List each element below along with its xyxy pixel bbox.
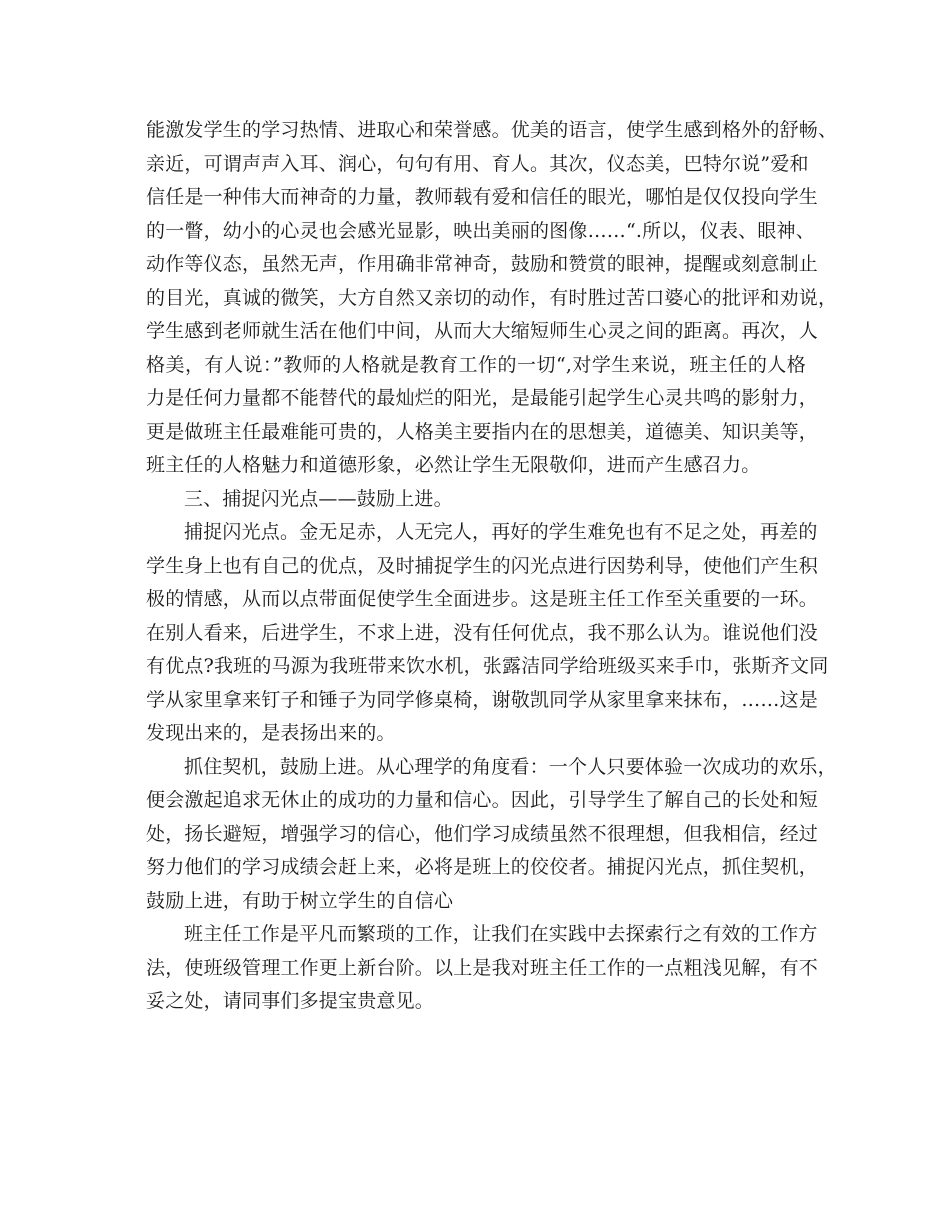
text-line: 极的情感，从而以点带面促使学生全面进步。这是班主任工作至关重要的一环。 <box>146 588 819 610</box>
text-line: 亲近，可谓声声入耳、润心，句句有用、育人。其次，仪态美，巴特尔说”爱和 <box>146 152 809 175</box>
text-line: 学生身上也有自己的优点，及时捕捉学生的闪光点进行因势利导，使他们产生积 <box>146 554 819 577</box>
text-line: 便会激起追求无休止的成功的力量和信心。因此，引导学生了解自己的长处和短 <box>146 789 819 811</box>
paragraph-4 <box>146 751 837 919</box>
text-line: 学生感到老师就生活在他们中间，从而大大缩短师生心灵之间的距离。再次，人 <box>146 320 819 342</box>
paragraph-5 <box>146 918 819 1019</box>
text-line: 鼓励上进，有助于树立学生的自信心 <box>146 889 454 912</box>
paragraph-1 <box>146 114 838 483</box>
text-line: 学从家里拿来钉子和锤子为同学修桌椅，谢敬凯同学从家里拿来抹布，……这是 <box>146 688 819 711</box>
heading-line: 三、捕捉闪光点——鼓励上进。 <box>184 487 453 510</box>
section-heading <box>146 483 806 517</box>
text-line: 力是任何力量都不能替代的最灿烂的阳光，是最能引起学生心灵共鸣的影射力， <box>146 387 819 409</box>
paragraph-3 <box>146 516 829 751</box>
text-line: 能激发学生的学习热情、进取心和荣誉感。优美的语言，使学生感到格外的舒畅、 <box>146 119 838 141</box>
text-line: 动作等仪态，虽然无声，作用确非常神奇，鼓励和赞赏的眼神，提醒或刻意制止 <box>146 253 819 275</box>
text-line: 在别人看来，后进学生，不求上进，没有任何优点，我不那么认为。谁说他们没 <box>146 621 819 644</box>
document-body <box>146 114 838 1019</box>
text-line: 信任是一种伟大而神奇的力量，教师载有爱和信任的眼光，哪怕是仅仅投向学生 <box>146 186 819 208</box>
text-line: 法，使班级管理工作更上新台阶。以上是我对班主任工作的一点粗浅见解，有不 <box>146 956 819 979</box>
text-line: 捕捉闪光点。金无足赤，人无完人，再好的学生难免也有不足之处，再差的 <box>184 521 818 543</box>
text-line: 班主任的人格魅力和道德形象，必然让学生无限敬仰，进而产生感召力。 <box>146 454 761 476</box>
text-line: 努力他们的学习成绩会赶上来，必将是班上的佼佼者。捕捉闪光点，抓住契机， <box>146 856 819 878</box>
text-line: 的目光，真诚的微笑，大方自然又亲切的动作，有时胜过苦口婆心的批评和劝说， <box>146 286 838 309</box>
text-line: 格美，有人说：”教师的人格就是教育工作的一切“,对学生来说，班主任的人格 <box>146 353 806 376</box>
text-line: 的一瞥，幼小的心灵也会感光显影，映出美丽的图像……“.所以，仪表、眼神、 <box>146 219 815 242</box>
text-line: 妥之处，请同事们多提宝贵意见。 <box>146 990 435 1012</box>
text-line: 处，扬长避短，增强学习的信心，他们学习成绩虽然不很理想，但我相信，经过 <box>146 822 819 845</box>
text-line: 班主任工作是平凡而繁琐的工作，让我们在实践中去探索行之有效的工作方 <box>184 923 818 945</box>
text-line: 发现出来的，是表扬出来的。 <box>146 722 396 744</box>
text-line: 更是做班主任最难能可贵的，人格美主要指内在的思想美，道德美、知识美等， <box>146 420 819 443</box>
text-line: 有优点?我班的马源为我班带来饮水机，张露洁同学给班级买来手巾，张斯齐文同 <box>146 655 829 677</box>
text-line: 抓住契机，鼓励上进。从心理学的角度看：一个人只要体验一次成功的欢乐， <box>184 755 837 778</box>
